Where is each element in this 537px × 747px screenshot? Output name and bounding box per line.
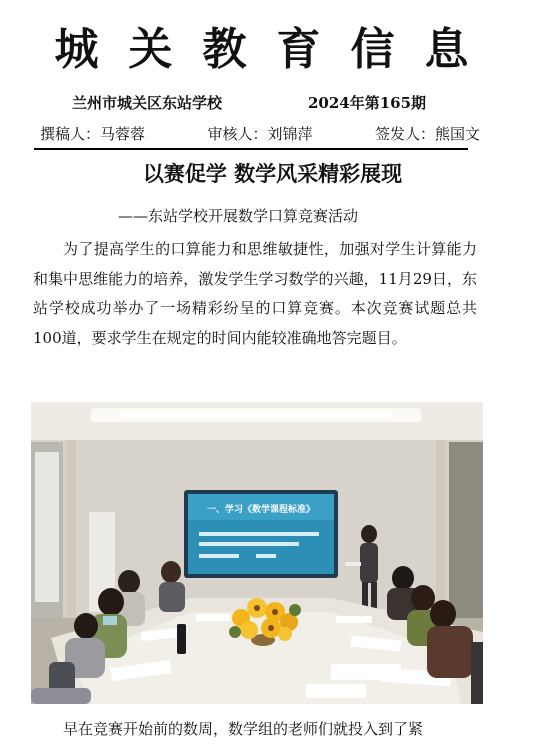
event-photo (31, 402, 483, 704)
issuer-credit: 签发人：熊国文 (374, 125, 480, 143)
school-name: 兰州市城关区东站学校 (72, 94, 223, 112)
article-paragraph-2: 早在竞赛开始前的数周，数学组的老师们就投入到了紧 (63, 720, 424, 738)
article-subheadline: ——东站学校开展数学口算竞赛活动 (118, 207, 359, 225)
masthead-divider (34, 148, 468, 150)
article-paragraph-1: 为了提高学生的口算能力和思维敏捷性，加强对学生计算能力和集中思维能力的培养，激发学生学习数学的兴趣，11月29日，东站学校成功举办了一场精彩纷呈的口算竞赛。本次竞赛试题总共100道，要求学生在规定的时间内能较准确地答完题目。 (33, 240, 477, 347)
screen-title-text: 一、学习《数学课程标准》 (206, 505, 316, 515)
event-photo-illustration (31, 402, 483, 704)
reviewer-credit: 审核人：刘锦萍 (207, 125, 313, 143)
writer-credit: 撰稿人：马蓉蓉 (40, 125, 146, 143)
staff-line (40, 124, 480, 144)
article-headline: 以赛促学 数学风采精彩展现 (142, 161, 403, 186)
issue-number: 2024年第165期 (308, 94, 427, 112)
masthead-title: 城关教育信息 (54, 24, 499, 75)
